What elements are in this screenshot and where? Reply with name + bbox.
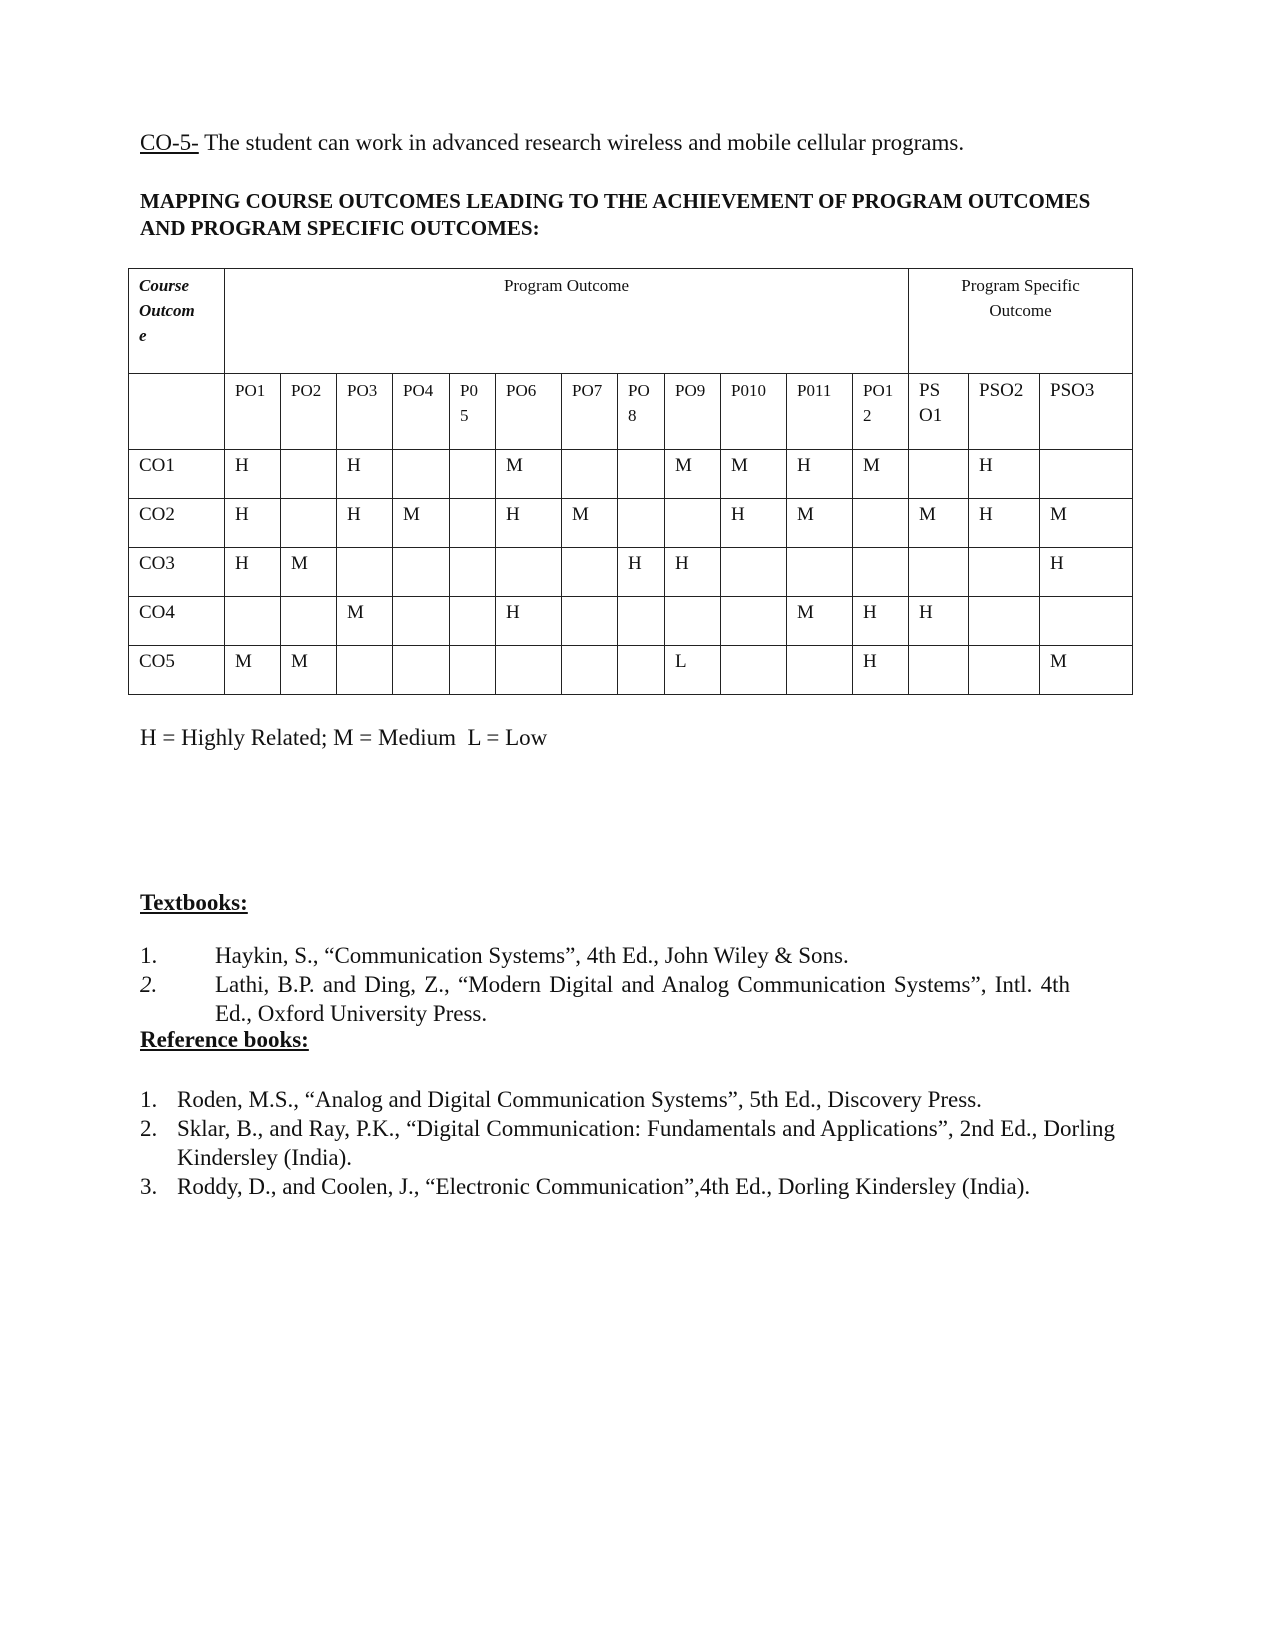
column-header: PO6 — [496, 374, 562, 450]
mapping-cell — [562, 548, 618, 597]
mapping-cell: H — [225, 450, 281, 499]
column-header: PO4 — [393, 374, 450, 450]
mapping-cell: H — [496, 597, 562, 646]
mapping-cell — [450, 646, 496, 695]
column-header: PO3 — [337, 374, 393, 450]
mapping-cell — [281, 597, 337, 646]
mapping-heading: MAPPING COURSE OUTCOMES LEADING TO THE ACHIEVEMENT OF PROGRAM OUTCOMES AND PROGRAM SPECIFIC OUTCOMES: — [140, 189, 1091, 240]
mapping-cell: M — [787, 499, 853, 548]
reference-books-list — [140, 1085, 1115, 1201]
co5-text: The student can work in advanced research wireless and mobile cellular programs. — [198, 130, 965, 155]
mapping-cell: H — [337, 450, 393, 499]
mapping-cell: M — [337, 597, 393, 646]
mapping-cell: M — [1040, 499, 1133, 548]
mapping-cell: M — [562, 499, 618, 548]
pso-header: Program Specific Outcome — [909, 269, 1133, 374]
column-header: P011 — [787, 374, 853, 450]
mapping-cell — [562, 450, 618, 499]
mapping-cell: H — [969, 499, 1040, 548]
mapping-cell: M — [909, 499, 969, 548]
mapping-cell — [337, 548, 393, 597]
co5-statement — [140, 130, 964, 156]
mapping-cell — [853, 548, 909, 597]
mapping-cell — [665, 499, 721, 548]
mapping-cell — [909, 646, 969, 695]
table-row — [129, 450, 1133, 499]
mapping-cell — [393, 548, 450, 597]
list-item: 3. Roddy, D., and Coolen, J., “Electronic Communication”,4th Ed., Dorling Kindersley (India). — [140, 1174, 1031, 1199]
mapping-cell — [721, 548, 787, 597]
column-header: P010 — [721, 374, 787, 450]
mapping-cell: H — [337, 499, 393, 548]
mapping-cell: H — [665, 548, 721, 597]
mapping-cell: H — [225, 499, 281, 548]
co-po-mapping-table — [128, 268, 1133, 695]
mapping-cell — [618, 450, 665, 499]
mapping-cell: H — [1040, 548, 1133, 597]
mapping-cell: M — [225, 646, 281, 695]
legend: H = Highly Related; M = Medium L = Low — [140, 725, 548, 750]
mapping-cell: H — [969, 450, 1040, 499]
mapping-cell — [618, 499, 665, 548]
mapping-cell — [721, 646, 787, 695]
mapping-cell: M — [281, 548, 337, 597]
mapping-cell — [618, 646, 665, 695]
program-outcome-header: Program Outcome — [225, 269, 909, 374]
mapping-cell — [450, 597, 496, 646]
mapping-cell — [281, 499, 337, 548]
mapping-cell: M — [787, 597, 853, 646]
mapping-cell — [393, 646, 450, 695]
column-header: PO1 2 — [853, 374, 909, 450]
mapping-cell: H — [721, 499, 787, 548]
mapping-cell — [618, 597, 665, 646]
mapping-cell — [225, 597, 281, 646]
list-item: 1. Roden, M.S., “Analog and Digital Communication Systems”, 5th Ed., Discovery Press. — [140, 1087, 982, 1112]
corner-header: Course Outcom e — [129, 269, 225, 374]
mapping-cell: M — [665, 450, 721, 499]
mapping-cell: H — [496, 499, 562, 548]
mapping-cell — [721, 597, 787, 646]
mapping-cell: M — [393, 499, 450, 548]
column-header: PO9 — [665, 374, 721, 450]
column-header: PSO2 — [969, 374, 1040, 450]
course-outcome-label: CO5 — [129, 646, 225, 695]
mapping-cell — [909, 548, 969, 597]
course-outcome-label: CO3 — [129, 548, 225, 597]
mapping-cell — [337, 646, 393, 695]
textbooks-heading: Textbooks: — [140, 890, 248, 915]
mapping-cell — [665, 597, 721, 646]
column-header: P0 5 — [450, 374, 496, 450]
course-outcome-label: CO4 — [129, 597, 225, 646]
mapping-cell: H — [787, 450, 853, 499]
list-item: 1. Haykin, S., “Communication Systems”, 4th Ed., John Wiley & Sons. — [140, 943, 849, 968]
list-item: 2. Lathi, B.P. and Ding, Z., “Modern Digital and Analog Communication Systems”, Intl. 4th Ed., Oxford University Press. — [140, 972, 1070, 1026]
table-row — [129, 597, 1133, 646]
mapping-cell — [853, 499, 909, 548]
table-row — [129, 548, 1133, 597]
mapping-cell — [450, 548, 496, 597]
mapping-cell: H — [225, 548, 281, 597]
column-header: PO7 — [562, 374, 618, 450]
mapping-cell — [909, 450, 969, 499]
mapping-cell — [281, 450, 337, 499]
column-header: PS O1 — [909, 374, 969, 450]
mapping-cell: H — [909, 597, 969, 646]
reference-books-heading: Reference books: — [140, 1027, 309, 1052]
co5-label: CO-5- — [140, 130, 199, 155]
mapping-cell — [787, 548, 853, 597]
course-outcome-label: CO1 — [129, 450, 225, 499]
mapping-cell — [1040, 450, 1133, 499]
mapping-cell — [450, 499, 496, 548]
mapping-cell — [969, 646, 1040, 695]
mapping-cell — [393, 597, 450, 646]
mapping-cell — [969, 548, 1040, 597]
column-header: PSO3 — [1040, 374, 1133, 450]
mapping-cell: M — [1040, 646, 1133, 695]
mapping-cell: H — [618, 548, 665, 597]
mapping-cell: L — [665, 646, 721, 695]
mapping-cell: M — [281, 646, 337, 695]
textbooks-list — [140, 941, 1070, 1028]
mapping-cell — [787, 646, 853, 695]
column-header: PO1 — [225, 374, 281, 450]
mapping-cell: M — [496, 450, 562, 499]
table-row — [129, 499, 1133, 548]
mapping-cell — [969, 597, 1040, 646]
mapping-cell — [496, 548, 562, 597]
mapping-cell: H — [853, 597, 909, 646]
column-header: PO 8 — [618, 374, 665, 450]
mapping-cell — [1040, 597, 1133, 646]
table-row — [129, 646, 1133, 695]
mapping-cell — [496, 646, 562, 695]
list-item: 2. Sklar, B., and Ray, P.K., “Digital Communication: Fundamentals and Applications”, 2nd Ed., Dorling Kindersley (India). — [140, 1116, 1115, 1170]
mapping-cell — [393, 450, 450, 499]
mapping-cell — [450, 450, 496, 499]
mapping-cell: M — [721, 450, 787, 499]
column-header: PO2 — [281, 374, 337, 450]
mapping-cell — [562, 597, 618, 646]
mapping-cell: H — [853, 646, 909, 695]
mapping-cell — [562, 646, 618, 695]
mapping-cell: M — [853, 450, 909, 499]
blank-header-cell — [129, 374, 225, 450]
course-outcome-label: CO2 — [129, 499, 225, 548]
